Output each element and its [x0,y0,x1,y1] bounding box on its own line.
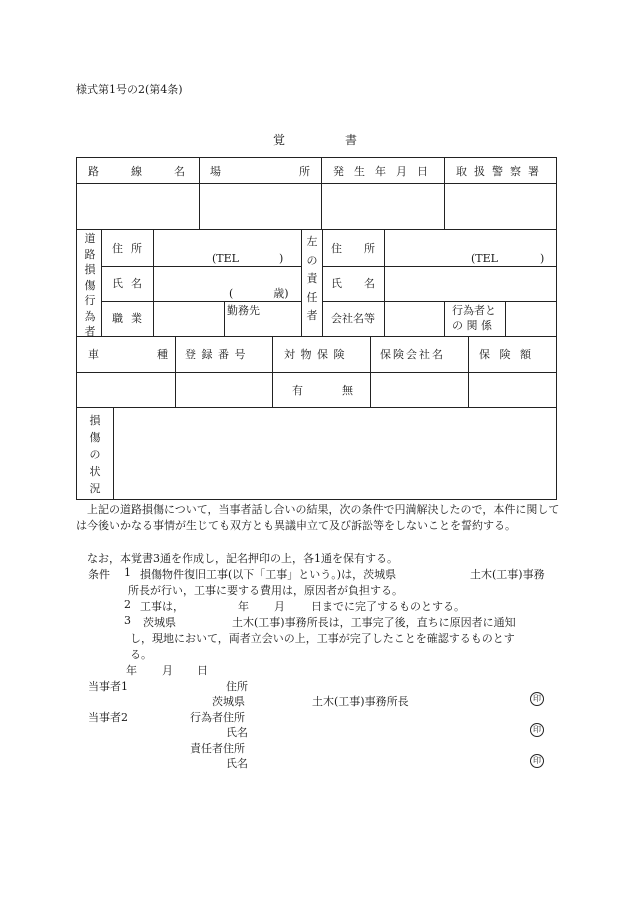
condition-3-line3: る。 [130,648,152,661]
insurance-no: 無 [342,384,353,397]
table4-border [77,408,557,500]
title-char-2: 書 [345,133,358,147]
seal-mark-2: 印 [530,723,544,737]
copies-paragraph: なお，本覚書3通を作成し，記名押印の上，各1通を保有する。 [87,552,398,565]
condition-3-b: 土木(工事)事務所長は，工事完了後，直ちに原因者に通知 [232,616,516,629]
perpetrator-label: 道 路 損 傷 行 為 者 [84,232,96,338]
condition-1-line1b: 土木(工事)事務 [470,568,545,581]
party1-prefecture: 茨城県 [212,695,245,708]
company-label: 会社名等 [331,312,375,325]
police-station-header: 取 扱 警 察 署 [456,165,539,178]
perp-age: ( 歳) [229,287,289,300]
party2-label: 当事者2 [88,711,128,724]
condition-label: 条件 [88,568,110,581]
party1-label: 当事者1 [88,680,128,693]
vehicle-type-header: 車 種 [88,348,168,361]
relation-label-2: の 関 係 [452,319,492,332]
form-id: 様式第1号の2(第4条) [76,83,183,96]
relation-label-1: 行為者と [452,304,496,317]
condition-3-line2: し，現地において，両者立会いの上，工事が完了したことを確認するものとす [130,632,515,645]
condition-2-num: 2 [124,598,131,611]
insurance-amount-header: 保 険 額 [479,348,534,361]
registration-no-header: 登 録 番 号 [185,348,247,361]
condition-1-line1: 損傷物件復旧工事(以下「工事」という。)は，茨城県 [140,568,397,581]
party1-office: 土木(工事)事務所長 [312,695,409,708]
perpetrator-address-label: 行為者住所 [190,711,245,724]
perp-tel: (TEL ) [212,252,284,265]
seal-mark-3: 印 [530,754,544,768]
seal-mark-1: 印 [530,692,544,706]
insurance-header: 対 物 保 険 [284,348,346,361]
responsible-name-label: 氏名 [226,757,248,770]
condition-3-a: 茨城県 [143,616,176,629]
condition-1-line2: 所長が行い，工事に要する費用は，原因者が負担する。 [128,584,403,597]
condition-2-month: 月 [274,600,285,613]
perp-workplace-label: 勤務先 [227,304,260,317]
perp-address-label: 住 所 [112,242,142,255]
title-char-1: 覚 [272,133,285,147]
date-month: 月 [162,664,173,677]
resp-address-label: 住 所 [331,242,375,255]
resp-tel: (TEL ) [471,252,545,265]
insurance-company-header: 保険会社名 [380,348,445,361]
date-year: 年 [126,664,137,677]
condition-1-num: 1 [124,566,131,579]
agreement-paragraph: 上記の道路損傷について，当事者話し合いの結果，次の条件で円満解決したので，本件に関しては今後いかなる事情が生じても双方とも異議申立て及び訴訟等をしないことを誓約する。 [76,503,560,532]
responsible-label: 左 の 責 任 者 [306,235,318,322]
condition-2-year: 年 [238,600,249,613]
occurrence-date-header: 発 生 年 月 日 [333,165,428,178]
insurance-yes: 有 [292,384,303,397]
condition-2-a: 工事は， [140,600,184,613]
route-name-header: 路 線 名 [88,165,185,178]
condition-2-b: 日までに完了するものとする。 [311,600,465,613]
resp-name-label: 氏 名 [331,277,375,290]
party1-address-label: 住所 [226,680,248,693]
perpetrator-name-label: 氏名 [226,726,248,739]
place-header: 場 所 [210,165,310,178]
perp-name-label: 氏 名 [112,277,142,290]
date-day: 日 [197,664,208,677]
condition-3-num: 3 [124,614,131,627]
damage-status-label: 損 傷 の 状 況 [89,414,101,495]
perp-job-label: 職 業 [112,312,142,325]
responsible-address-label: 責任者住所 [190,742,245,755]
